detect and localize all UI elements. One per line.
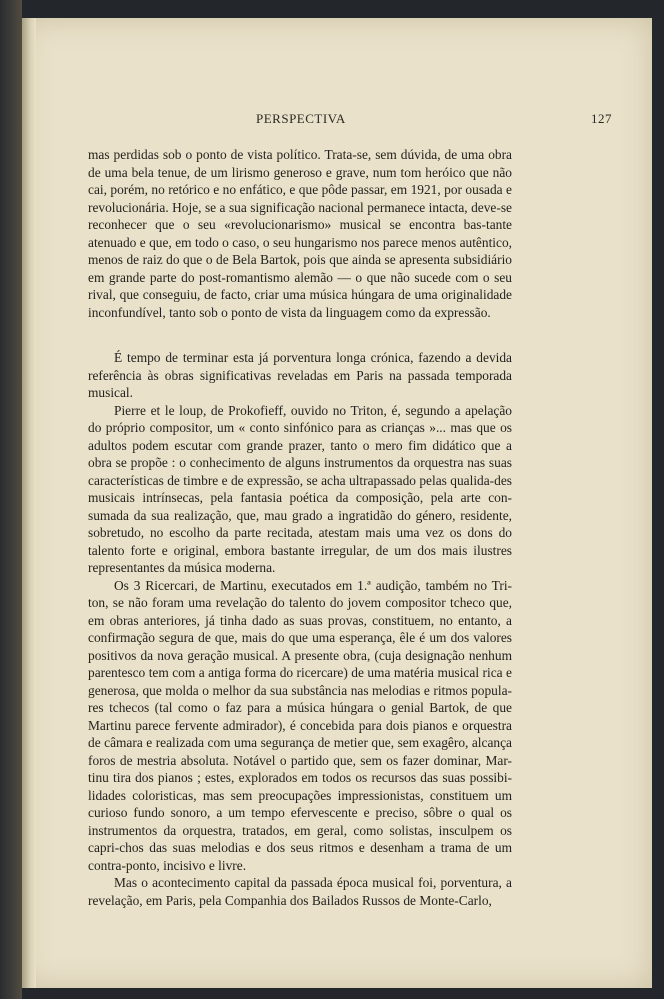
running-header xyxy=(60,111,620,131)
page-gutter xyxy=(22,18,36,988)
page-number: 127 xyxy=(591,111,612,126)
paragraph: Os 3 Ricercari, de Martinu, executados em 1.ª audição, também no Tri-ton, se não foram uma revelação do talento do jovem compositor tcheco que, em obras anteriores, já tinha dado as suas provas, constituem, no entanto, a confirmação segura de que, mais do que uma esperança, êle é um dos valores positivos da nova geração musical. A presente obra, (cuja designação nenhum parentesco tem com a antiga forma do ricercare) de uma matéria musical rica e generosa, que molda o melhor da sua substância nas melodias e ritmos popula-res tchecos (tal como o faz para a música húngara o genial Bartok, de que Martinu parece fervente admirador), é concebida para dois pianos e orquestra de câmara e realizada com uma segurança de metier que, sem exagêro, alcança foros de mestria absoluta. Notável o partido que, sem os fazer dominar, Mar-tinu tira dos pianos ; estes, explorados em todos os recursos das suas possibi-lidades coloristicas, mas sem preocupações impressionistas, constituem um curioso fundo sonoro, a um tempo efervescente e preciso, sôbre o qual os instrumentos da orquestra, tratados, em geral, como solistas, insculpem os capri-chos das suas melodias e dos seus ritmos e desenham a trama de um contra-ponto, incisivo e livre. xyxy=(88,577,512,873)
book-edge xyxy=(0,0,22,999)
paragraph: mas perdidas sob o ponto de vista político. Trata-se, sem dúvida, de uma obra de uma bela tenue, de um lirismo generoso e grave, num tom heróico que não cai, porém, no retórico e no enfático, e que pôde passar, em 1921, por ousada e revolucionária. Hoje, se a sua significação nacional permanece intacta, deve-se reconhecer que o seu «revolucionarismo» musical se encontra bas-tante atenuado e que, em todo o caso, o seu hungarismo nos parece menos autêntico, menos de raiz do que o de Bela Bartok, pois que ainda se apresenta subsidiário em grande parte do post-romantismo alemão — o que não sucede com o seu rival, que conseguiu, de facto, criar uma música húngara de uma originalidade inconfundível, tanto sob o ponto de vista da linguagem como da expressão. xyxy=(88,147,512,320)
paragraph: É tempo de terminar esta já porventura longa crónica, fazendo a devida referência às obras significativas reveladas em Paris na passada temporada musical. xyxy=(88,350,512,400)
body-text xyxy=(88,146,512,909)
running-title: PERSPECTIVA xyxy=(256,111,346,126)
paragraph: Pierre et le loup, de Prokofieff, ouvido no Triton, é, segundo a apelação do próprio compositor, um « conto sinfónico para as crianças »... mas que os adultos podem escutar com grande prazer, tanto o mero fim didático que a obra se propõe : o conhecimento de alguns instrumentos da orquestra nas suas características de timbre e de expressão, se acha ultrapassado pelas qualida-des musicais intrínsecas, pela fantasia poética da composição, pela arte con-sumada da sua realização, que, mau grado a ingratidão do género, residente, sobretudo, no escolho da parte recitada, atestam mais uma vez os dons do talento forte e original, embora bastante irregular, de um dos mais ilustres representantes da música moderna. xyxy=(88,402,512,575)
paragraph: Mas o acontecimento capital da passada época musical foi, porventura, a revelação, em Paris, pela Companhia dos Bailados Russos de Monte-Carlo, xyxy=(88,875,512,908)
